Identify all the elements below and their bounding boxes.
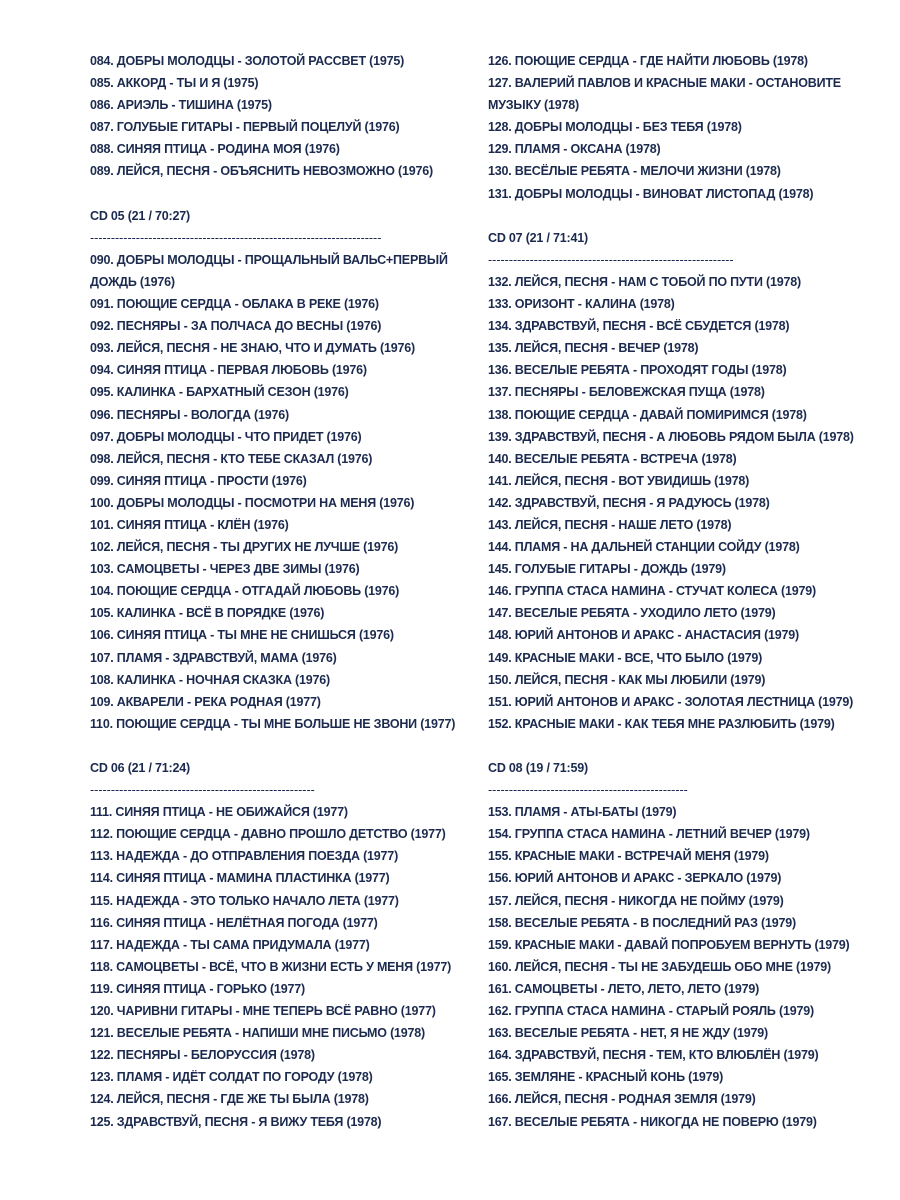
- track-item: 161. САМОЦВЕТЫ - ЛЕТО, ЛЕТО, ЛЕТО (1979): [488, 981, 760, 996]
- section-gap: [90, 183, 475, 205]
- section-gap: [488, 735, 883, 757]
- track-item: 086. АРИЭЛЬ - ТИШИНА (1975): [90, 98, 272, 113]
- track-item: 119. СИНЯЯ ПТИЦА - ГОРЬКО (1977): [90, 981, 305, 996]
- track-item: 145. ГОЛУБЫЕ ГИТАРЫ - ДОЖДЬ (1979): [488, 562, 726, 577]
- track-item: 159. КРАСНЫЕ МАКИ - ДАВАЙ ПОПРОБУЕМ ВЕРНУТЬ (1979): [488, 937, 850, 952]
- tracklist-left-column: [90, 50, 475, 1133]
- section-divider: ------------------------------------------------: [488, 783, 688, 798]
- track-item: 112. ПОЮЩИЕ СЕРДЦА - ДАВНО ПРОШЛО ДЕТСТВО (1977): [90, 827, 446, 842]
- track-item: 099. СИНЯЯ ПТИЦА - ПРОСТИ (1976): [90, 473, 307, 488]
- track-item: 084. ДОБРЫ МОЛОДЦЫ - ЗОЛОТОЙ РАССВЕТ (1975): [90, 54, 405, 68]
- track-item: 121. ВЕСЕЛЫЕ РЕБЯТА - НАПИШИ МНЕ ПИСЬМО (1978): [90, 1026, 426, 1041]
- track-item: 100. ДОБРЫ МОЛОДЦЫ - ПОСМОТРИ НА МЕНЯ (1976): [90, 495, 415, 510]
- track-item: 095. КАЛИНКА - БАРХАТНЫЙ СЕЗОН (1976): [90, 385, 349, 400]
- track-item: 087. ГОЛУБЫЕ ГИТАРЫ - ПЕРВЫЙ ПОЦЕЛУЙ (1976): [90, 120, 400, 135]
- track-item: 153. ПЛАМЯ - АТЫ-БАТЫ (1979): [488, 805, 677, 820]
- tracklist-right-column: [488, 50, 883, 1133]
- track-item: 118. САМОЦВЕТЫ - ВСЁ, ЧТО В ЖИЗНИ ЕСТЬ У МЕНЯ (1977): [90, 959, 452, 974]
- track-item: 097. ДОБРЫ МОЛОДЦЫ - ЧТО ПРИДЕТ (1976): [90, 429, 362, 444]
- track-item: 105. КАЛИНКА - ВСЁ В ПОРЯДКЕ (1976): [90, 606, 325, 621]
- track-item: 133. ОРИЗОНТ - КАЛИНА (1978): [488, 297, 675, 312]
- track-item: 137. ПЕСНЯРЫ - БЕЛОВЕЖСКАЯ ПУЩА (1978): [488, 385, 765, 400]
- track-item: 091. ПОЮЩИЕ СЕРДЦА - ОБЛАКА В РЕКЕ (1976): [90, 297, 379, 312]
- track-item: 158. ВЕСЕЛЫЕ РЕБЯТА - В ПОСЛЕДНИЙ РАЗ (1979): [488, 915, 796, 930]
- track-item: 129. ПЛАМЯ - ОКСАНА (1978): [488, 142, 661, 157]
- track-item: 160. ЛЕЙСЯ, ПЕСНЯ - ТЫ НЕ ЗАБУДЕШЬ ОБО МНЕ (1979): [488, 959, 831, 974]
- cd-header: CD 08 (19 / 71:59): [488, 761, 588, 775]
- track-item: 114. СИНЯЯ ПТИЦА - МАМИНА ПЛАСТИНКА (1977): [90, 871, 390, 886]
- track-item: 115. НАДЕЖДА - ЭТО ТОЛЬКО НАЧАЛО ЛЕТА (1977): [90, 893, 399, 908]
- track-item: 113. НАДЕЖДА - ДО ОТПРАВЛЕНИЯ ПОЕЗДА (1977): [90, 849, 399, 864]
- track-item: 111. СИНЯЯ ПТИЦА - НЕ ОБИЖАЙСЯ (1977): [90, 805, 348, 820]
- track-item: 155. КРАСНЫЕ МАКИ - ВСТРЕЧАЙ МЕНЯ (1979): [488, 849, 769, 864]
- track-item: 131. ДОБРЫ МОЛОДЦЫ - ВИНОВАТ ЛИСТОПАД (1978): [488, 186, 814, 201]
- track-item: 107. ПЛАМЯ - ЗДРАВСТВУЙ, МАМА (1976): [90, 650, 337, 665]
- track-item: 109. АКВАРЕЛИ - РЕКА РОДНАЯ (1977): [90, 694, 321, 709]
- cd-header: CD 05 (21 / 70:27): [90, 208, 190, 223]
- track-item: 164. ЗДРАВСТВУЙ, ПЕСНЯ - ТЕМ, КТО ВЛЮБЛЁН (1979): [488, 1048, 819, 1063]
- cd-header: CD 07 (21 / 71:41): [488, 230, 588, 245]
- track-item: 157. ЛЕЙСЯ, ПЕСНЯ - НИКОГДА НЕ ПОЙМУ (1979): [488, 893, 784, 908]
- track-item: 103. САМОЦВЕТЫ - ЧЕРЕЗ ДВЕ ЗИМЫ (1976): [90, 562, 360, 577]
- track-item: 089. ЛЕЙСЯ, ПЕСНЯ - ОБЪЯСНИТЬ НЕВОЗМОЖНО (1976): [90, 164, 433, 179]
- track-item: 166. ЛЕЙСЯ, ПЕСНЯ - РОДНАЯ ЗЕМЛЯ (1979): [488, 1092, 756, 1107]
- track-item: 120. ЧАРИВНИ ГИТАРЫ - МНЕ ТЕПЕРЬ ВСЁ РАВНО (1977): [90, 1004, 436, 1019]
- track-item: 096. ПЕСНЯРЫ - ВОЛОГДА (1976): [90, 407, 289, 422]
- track-item: 108. КАЛИНКА - НОЧНАЯ СКАЗКА (1976): [90, 672, 330, 687]
- track-item: 102. ЛЕЙСЯ, ПЕСНЯ - ТЫ ДРУГИХ НЕ ЛУЧШЕ (1976): [90, 540, 399, 555]
- section-divider: ----------------------------------------------------------------------: [90, 230, 382, 245]
- track-item: 147. ВЕСЕЛЫЕ РЕБЯТА - УХОДИЛО ЛЕТО (1979): [488, 606, 776, 621]
- track-item: 130. ВЕСЁЛЫЕ РЕБЯТА - МЕЛОЧИ ЖИЗНИ (1978): [488, 164, 781, 179]
- track-item: 132. ЛЕЙСЯ, ПЕСНЯ - НАМ С ТОБОЙ ПО ПУТИ (1978): [488, 274, 801, 289]
- track-item: 098. ЛЕЙСЯ, ПЕСНЯ - КТО ТЕБЕ СКАЗАЛ (1976): [90, 451, 373, 466]
- track-item: 148. ЮРИЙ АНТОНОВ И АРАКС - АНАСТАСИЯ (1979): [488, 628, 800, 643]
- track-item: 150. ЛЕЙСЯ, ПЕСНЯ - КАК МЫ ЛЮБИЛИ (1979): [488, 672, 766, 687]
- track-item: 106. СИНЯЯ ПТИЦА - ТЫ МНЕ НЕ СНИШЬСЯ (1976): [90, 628, 394, 643]
- section-gap: [488, 205, 883, 227]
- track-item: 117. НАДЕЖДА - ТЫ САМА ПРИДУМАЛА (1977): [90, 937, 370, 952]
- track-item: 144. ПЛАМЯ - НА ДАЛЬНЕЙ СТАНЦИИ СОЙДУ (1978): [488, 540, 800, 555]
- track-item: 122. ПЕСНЯРЫ - БЕЛОРУССИЯ (1978): [90, 1048, 315, 1063]
- track-item: 167. ВЕСЕЛЫЕ РЕБЯТА - НИКОГДА НЕ ПОВЕРЮ (1979): [488, 1114, 817, 1129]
- track-item: 092. ПЕСНЯРЫ - ЗА ПОЛЧАСА ДО ВЕСНЫ (1976): [90, 319, 382, 334]
- track-item: 162. ГРУППА СТАСА НАМИНА - СТАРЫЙ РОЯЛЬ (1979): [488, 1004, 814, 1019]
- track-item: 125. ЗДРАВСТВУЙ, ПЕСНЯ - Я ВИЖУ ТЕБЯ (1978): [90, 1114, 382, 1129]
- track-item: 136. ВЕСЕЛЫЕ РЕБЯТА - ПРОХОДЯТ ГОДЫ (1978): [488, 363, 787, 378]
- track-item: 146. ГРУППА СТАСА НАМИНА - СТУЧАТ КОЛЕСА (1979): [488, 584, 816, 599]
- track-item: 152. КРАСНЫЕ МАКИ - КАК ТЕБЯ МНЕ РАЗЛЮБИТЬ (1979): [488, 716, 835, 731]
- track-item: 134. ЗДРАВСТВУЙ, ПЕСНЯ - ВСЁ СБУДЕТСЯ (1978): [488, 319, 790, 334]
- section-gap: [90, 735, 475, 757]
- track-item: 151. ЮРИЙ АНТОНОВ И АРАКС - ЗОЛОТАЯ ЛЕСТНИЦА (1979): [488, 694, 854, 709]
- track-item: 085. АККОРД - ТЫ И Я (1975): [90, 76, 259, 91]
- section-divider: ------------------------------------------------------: [90, 783, 315, 798]
- track-item: 124. ЛЕЙСЯ, ПЕСНЯ - ГДЕ ЖЕ ТЫ БЫЛА (1978): [90, 1092, 369, 1107]
- track-item: 110. ПОЮЩИЕ СЕРДЦА - ТЫ МНЕ БОЛЬШЕ НЕ ЗВОНИ (1977): [90, 716, 456, 731]
- track-item: 128. ДОБРЫ МОЛОДЦЫ - БЕЗ ТЕБЯ (1978): [488, 120, 742, 135]
- track-item: 141. ЛЕЙСЯ, ПЕСНЯ - ВОТ УВИДИШЬ (1978): [488, 473, 750, 488]
- track-item: 116. СИНЯЯ ПТИЦА - НЕЛЁТНАЯ ПОГОДА (1977): [90, 915, 378, 930]
- track-item: 143. ЛЕЙСЯ, ПЕСНЯ - НАШЕ ЛЕТО (1978): [488, 517, 732, 532]
- track-item: 104. ПОЮЩИЕ СЕРДЦА - ОТГАДАЙ ЛЮБОВЬ (1976): [90, 584, 400, 599]
- track-item: 139. ЗДРАВСТВУЙ, ПЕСНЯ - А ЛЮБОВЬ РЯДОМ БЫЛА (1978): [488, 429, 854, 444]
- track-item: 138. ПОЮЩИЕ СЕРДЦА - ДАВАЙ ПОМИРИМСЯ (1978): [488, 407, 807, 422]
- track-item: 127. ВАЛЕРИЙ ПАВЛОВ И КРАСНЫЕ МАКИ - ОСТАНОВИТЕ МУЗЫКУ (1978): [488, 76, 841, 113]
- track-item: 165. ЗЕМЛЯНЕ - КРАСНЫЙ КОНЬ (1979): [488, 1070, 724, 1085]
- track-item: 088. СИНЯЯ ПТИЦА - РОДИНА МОЯ (1976): [90, 142, 340, 157]
- track-item: 140. ВЕСЕЛЫЕ РЕБЯТА - ВСТРЕЧА (1978): [488, 451, 737, 466]
- track-item: 135. ЛЕЙСЯ, ПЕСНЯ - ВЕЧЕР (1978): [488, 341, 699, 356]
- track-item: 142. ЗДРАВСТВУЙ, ПЕСНЯ - Я РАДУЮСЬ (1978): [488, 495, 770, 510]
- track-item: 163. ВЕСЕЛЫЕ РЕБЯТА - НЕТ, Я НЕ ЖДУ (1979): [488, 1026, 768, 1041]
- cd-header: CD 06 (21 / 71:24): [90, 761, 190, 775]
- track-item: 126. ПОЮЩИЕ СЕРДЦА - ГДЕ НАЙТИ ЛЮБОВЬ (1978): [488, 54, 808, 68]
- track-item: 154. ГРУППА СТАСА НАМИНА - ЛЕТНИЙ ВЕЧЕР (1979): [488, 827, 810, 842]
- track-item: 101. СИНЯЯ ПТИЦА - КЛЁН (1976): [90, 517, 289, 532]
- track-item: 149. КРАСНЫЕ МАКИ - ВСЕ, ЧТО БЫЛО (1979): [488, 650, 763, 665]
- track-item: 156. ЮРИЙ АНТОНОВ И АРАКС - ЗЕРКАЛО (1979): [488, 871, 782, 886]
- track-item: 123. ПЛАМЯ - ИДЁТ СОЛДАТ ПО ГОРОДУ (1978): [90, 1070, 373, 1085]
- section-divider: -----------------------------------------------------------: [488, 252, 734, 267]
- track-item: 094. СИНЯЯ ПТИЦА - ПЕРВАЯ ЛЮБОВЬ (1976): [90, 363, 367, 378]
- track-item: 090. ДОБРЫ МОЛОДЦЫ - ПРОЩАЛЬНЫЙ ВАЛЬС+ПЕРВЫЙ ДОЖДЬ (1976): [90, 252, 448, 289]
- track-item: 093. ЛЕЙСЯ, ПЕСНЯ - НЕ ЗНАЮ, ЧТО И ДУМАТЬ (1976): [90, 341, 415, 356]
